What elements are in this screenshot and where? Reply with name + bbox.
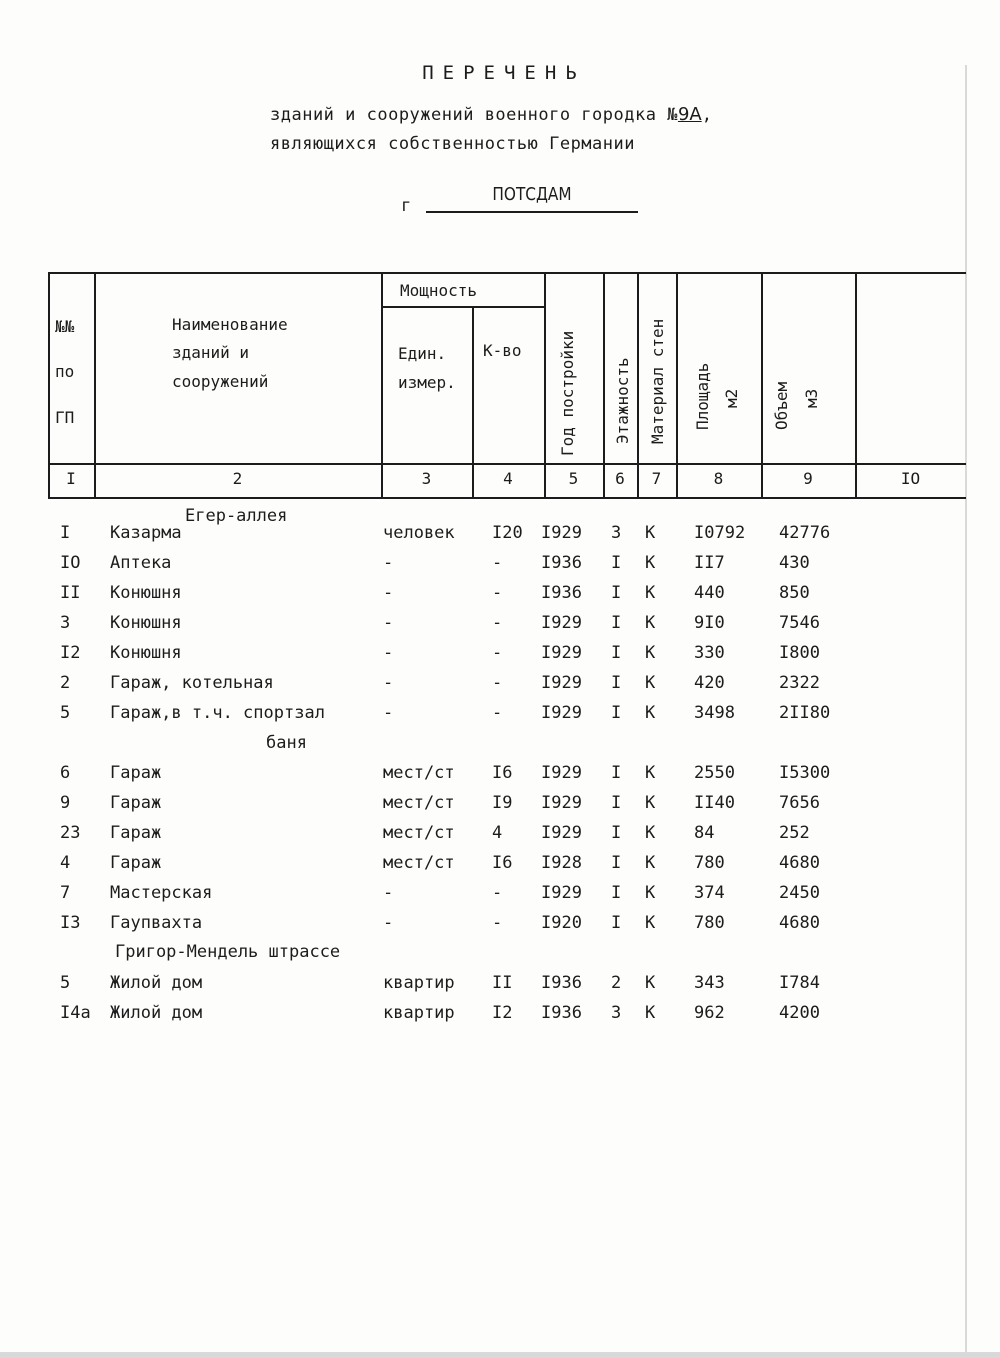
row-area: II40 — [694, 793, 735, 813]
row-area: 330 — [694, 643, 725, 663]
header-year-built: Год постройки — [558, 330, 577, 456]
row-year: I929 — [541, 763, 582, 783]
subtitle-line-1-text: зданий и сооружений военного городка № — [270, 105, 678, 125]
row-quantity: I9 — [492, 793, 513, 813]
page-edge-bottom — [0, 1352, 1000, 1358]
column-number-10: IO — [900, 469, 921, 488]
row-name-continuation: баня — [266, 733, 307, 753]
row-material: К — [645, 853, 656, 873]
row-year: I929 — [541, 793, 582, 813]
row-number: I3 — [60, 913, 81, 933]
row-area: I0792 — [694, 523, 746, 543]
row-quantity: - — [492, 583, 503, 603]
row-number: 2 — [60, 673, 71, 693]
col-divider-0 — [48, 272, 50, 499]
subtitle-line-1 — [270, 104, 712, 125]
row-floors: I — [611, 613, 622, 633]
row-material: К — [645, 613, 656, 633]
row-unit: - — [383, 583, 394, 603]
row-volume: I5300 — [779, 763, 831, 783]
row-number: 4 — [60, 853, 71, 873]
row-number: 3 — [60, 613, 71, 633]
header-unit-line2: измер. — [398, 373, 456, 392]
row-quantity: - — [492, 703, 503, 723]
row-volume: 7656 — [779, 793, 820, 813]
row-floors: I — [611, 643, 622, 663]
row-name: Жилой дом — [110, 973, 203, 993]
row-unit: - — [383, 673, 394, 693]
column-number-6: 6 — [615, 469, 625, 488]
row-area: 2550 — [694, 763, 735, 783]
row-quantity: - — [492, 913, 503, 933]
row-floors: I — [611, 913, 622, 933]
row-floors: 3 — [611, 1003, 622, 1023]
row-volume: 4680 — [779, 853, 820, 873]
row-quantity: - — [492, 643, 503, 663]
row-name: Гараж — [110, 853, 162, 873]
header-volume-unit: м3 — [802, 388, 821, 408]
row-floors: I — [611, 853, 622, 873]
row-material: К — [645, 1003, 656, 1023]
row-quantity: I6 — [492, 853, 513, 873]
header-area-unit: м2 — [722, 388, 741, 408]
row-unit: мест/ст — [383, 853, 455, 873]
row-material: К — [645, 703, 656, 723]
row-volume: 850 — [779, 583, 810, 603]
row-unit: мест/ст — [383, 823, 455, 843]
row-unit: - — [383, 703, 394, 723]
header-capacity-group: Мощность — [400, 281, 478, 300]
row-name: Жилой дом — [110, 1003, 203, 1023]
col-divider-9 — [855, 272, 857, 499]
row-area: 420 — [694, 673, 725, 693]
row-year: I929 — [541, 823, 582, 843]
row-material: К — [645, 973, 656, 993]
row-quantity: 4 — [492, 823, 503, 843]
col-divider-7 — [676, 272, 678, 499]
row-floors: I — [611, 823, 622, 843]
row-name: Казарма — [110, 523, 182, 543]
row-area: 780 — [694, 913, 725, 933]
row-volume: 2II80 — [779, 703, 831, 723]
header-no-line3: ГП — [55, 408, 75, 427]
row-year: I936 — [541, 553, 582, 573]
row-unit: человек — [383, 523, 455, 543]
row-volume: 42776 — [779, 523, 831, 543]
row-number: II — [60, 583, 81, 603]
header-quantity: К-во — [483, 341, 522, 360]
row-material: К — [645, 583, 656, 603]
row-quantity: - — [492, 883, 503, 903]
row-material: К — [645, 763, 656, 783]
row-quantity: I20 — [492, 523, 523, 543]
row-quantity: - — [492, 613, 503, 633]
row-name: Мастерская — [110, 883, 213, 903]
row-number: I — [60, 523, 71, 543]
col-divider-4 — [544, 272, 546, 499]
column-number-7: 7 — [651, 469, 662, 488]
column-number-bottom-border — [48, 497, 966, 499]
row-number: 9 — [60, 793, 71, 813]
row-material: К — [645, 673, 656, 693]
header-wall-material: Материал стен — [648, 318, 667, 444]
row-number: 7 — [60, 883, 71, 903]
row-volume: I784 — [779, 973, 820, 993]
row-quantity: I2 — [492, 1003, 513, 1023]
row-unit: квартир — [383, 1003, 455, 1023]
row-area: 780 — [694, 853, 725, 873]
column-number-4: 4 — [503, 469, 513, 488]
row-quantity: - — [492, 673, 503, 693]
header-name-line2: зданий и — [172, 343, 250, 362]
row-volume: 2322 — [779, 673, 820, 693]
col-divider-2 — [381, 272, 383, 499]
row-name: Гаупвахта — [110, 913, 203, 933]
row-material: К — [645, 553, 656, 573]
row-material: К — [645, 643, 656, 663]
column-number-1: I — [66, 469, 76, 488]
column-number-3: 3 — [421, 469, 432, 488]
row-area: 440 — [694, 583, 725, 603]
town-number: 9А — [677, 104, 702, 125]
row-area: 962 — [694, 1003, 725, 1023]
row-unit: - — [383, 883, 394, 903]
row-year: I929 — [541, 883, 582, 903]
header-no-line1: №№ — [55, 317, 75, 336]
row-name: Конюшня — [110, 583, 182, 603]
street-heading-1: Егер-аллея — [185, 506, 288, 526]
table-top-border — [48, 272, 966, 274]
row-floors: 3 — [611, 523, 622, 543]
row-name: Гараж — [110, 823, 162, 843]
col-divider-6 — [637, 272, 639, 499]
row-area: II7 — [694, 553, 725, 573]
row-year: I920 — [541, 913, 582, 933]
header-no-line2: по — [55, 362, 75, 381]
row-volume: 2450 — [779, 883, 820, 903]
row-material: К — [645, 883, 656, 903]
row-number: 6 — [60, 763, 71, 783]
row-year: I928 — [541, 853, 582, 873]
column-number-9: 9 — [803, 469, 813, 488]
page-edge-right — [965, 65, 967, 1355]
row-floors: I — [611, 883, 622, 903]
row-area: 84 — [694, 823, 715, 843]
row-number: I2 — [60, 643, 81, 663]
row-year: I929 — [541, 613, 582, 633]
row-volume: 4680 — [779, 913, 820, 933]
row-year: I929 — [541, 523, 582, 543]
row-name: Гараж,в т.ч. спортзал — [110, 703, 325, 723]
row-area: 9I0 — [694, 613, 725, 633]
row-name: Гараж — [110, 793, 162, 813]
row-year: I936 — [541, 1003, 582, 1023]
row-quantity: I6 — [492, 763, 513, 783]
row-name: Конюшня — [110, 643, 182, 663]
row-number: 5 — [60, 973, 71, 993]
row-year: I929 — [541, 703, 582, 723]
row-number: IO — [60, 553, 81, 573]
row-volume: 430 — [779, 553, 810, 573]
col-divider-5 — [603, 272, 605, 499]
row-area: 374 — [694, 883, 725, 903]
header-floors: Этажность — [613, 357, 632, 444]
city-underline — [426, 211, 638, 213]
row-unit: - — [383, 613, 394, 633]
row-number: 5 — [60, 703, 71, 723]
row-unit: квартир — [383, 973, 455, 993]
header-name-line1: Наименование — [172, 315, 288, 334]
col-divider-1 — [94, 272, 96, 499]
group-divider — [383, 306, 545, 308]
row-year: I929 — [541, 673, 582, 693]
header-bottom-border — [48, 463, 966, 465]
col-divider-8 — [761, 272, 763, 499]
row-material: К — [645, 793, 656, 813]
row-year: I936 — [541, 583, 582, 603]
row-floors: I — [611, 793, 622, 813]
city-name: ПОТСДАМ — [492, 184, 572, 205]
row-name: Конюшня — [110, 613, 182, 633]
column-number-5: 5 — [568, 469, 579, 488]
subtitle-line-1-tail: , — [701, 105, 713, 125]
row-volume: 4200 — [779, 1003, 820, 1023]
street-heading-2: Григор-Мендель штрассе — [115, 942, 341, 962]
document-title: ПЕРЕЧЕНЬ — [422, 62, 586, 84]
column-number-8: 8 — [713, 469, 724, 488]
row-number: 23 — [60, 823, 81, 843]
header-name-line3: сооружений — [172, 372, 269, 391]
header-area-label: Площадь — [693, 362, 712, 430]
row-floors: I — [611, 703, 622, 723]
row-unit: - — [383, 913, 394, 933]
row-name: Гараж, котельная — [110, 673, 274, 693]
row-name: Гараж — [110, 763, 162, 783]
row-unit: мест/ст — [383, 793, 455, 813]
row-material: К — [645, 823, 656, 843]
row-unit: мест/ст — [383, 763, 455, 783]
row-area: 343 — [694, 973, 725, 993]
row-floors: 2 — [611, 973, 622, 993]
row-number: I4а — [60, 1003, 91, 1023]
row-name: Аптека — [110, 553, 172, 573]
header-volume-label: Объем — [772, 381, 791, 430]
row-volume: 7546 — [779, 613, 820, 633]
column-number-2: 2 — [232, 469, 243, 488]
row-quantity: II — [492, 973, 513, 993]
row-material: К — [645, 523, 656, 543]
row-material: К — [645, 913, 656, 933]
row-unit: - — [383, 553, 394, 573]
row-floors: I — [611, 763, 622, 783]
row-unit: - — [383, 643, 394, 663]
row-quantity: - — [492, 553, 503, 573]
row-volume: 252 — [779, 823, 810, 843]
subtitle-line-2: являющихся собственностью Германии — [270, 134, 635, 154]
row-volume: I800 — [779, 643, 820, 663]
row-year: I936 — [541, 973, 582, 993]
row-area: 3498 — [694, 703, 735, 723]
row-year: I929 — [541, 643, 582, 663]
row-floors: I — [611, 673, 622, 693]
row-floors: I — [611, 583, 622, 603]
city-prefix: г — [401, 196, 412, 216]
row-floors: I — [611, 553, 622, 573]
header-unit-line1: Един. — [398, 344, 447, 363]
